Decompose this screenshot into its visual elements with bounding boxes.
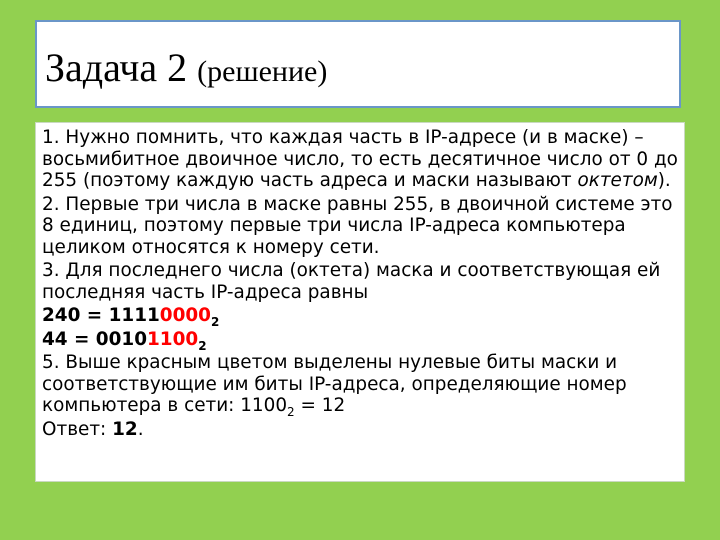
slide-title [45, 45, 328, 92]
answer-line [42, 419, 678, 441]
equation-44-prefix: 44 = 0010 [42, 328, 147, 350]
equation-240-red-bits: 0000 [159, 305, 211, 326]
answer-label: Ответ: [42, 418, 113, 440]
slide-content [42, 127, 678, 440]
octet-term: октетом [577, 170, 658, 191]
paragraph-1-end: ). [657, 170, 671, 191]
paragraph-5-text: 5. Выше красным цветом выделены нулевые биты маски и соответствующие им биты IP-адреса, определяющие номер компьютера в сети: 1100 [42, 352, 627, 416]
paragraph-3: 3. Для последнего числа (октета) маска и соответствующая ей последняя часть IP-адреса равны [42, 260, 661, 303]
paragraph-1-text: 1. Нужно помнить, что каждая часть в IP-адресе (и в маске) – восьмибитное двоичное число, то есть десятичное число от 0 до 255 (поэтому каждую часть адреса и маски называют [42, 127, 678, 191]
equation-240 [42, 305, 678, 327]
paragraph-5-result: = 12 [294, 395, 346, 416]
paragraph-5-base: 2 [287, 405, 295, 419]
equation-240-base: 2 [210, 315, 220, 329]
paragraph-2: 2. Первые три числа в маске равны 255, в двоичной системе это 8 единиц, поэтому первые три числа IP-адреса компьютера целиком относятся к номеру сети. [42, 193, 673, 258]
equation-44-red-bits: 1100 [147, 328, 199, 350]
answer-period: . [137, 418, 144, 440]
slide-content-box [35, 122, 685, 482]
paragraph-1 [42, 127, 678, 192]
slide-title-box [35, 20, 681, 108]
paragraph-5 [42, 352, 678, 417]
equation-240-prefix: 240 = 1111 [42, 305, 160, 326]
answer-value: 12 [112, 418, 138, 440]
title-main: Задача 2 [45, 45, 198, 90]
title-sub: (решение) [197, 55, 328, 88]
equation-44 [42, 329, 678, 351]
equation-44-base: 2 [198, 338, 207, 353]
